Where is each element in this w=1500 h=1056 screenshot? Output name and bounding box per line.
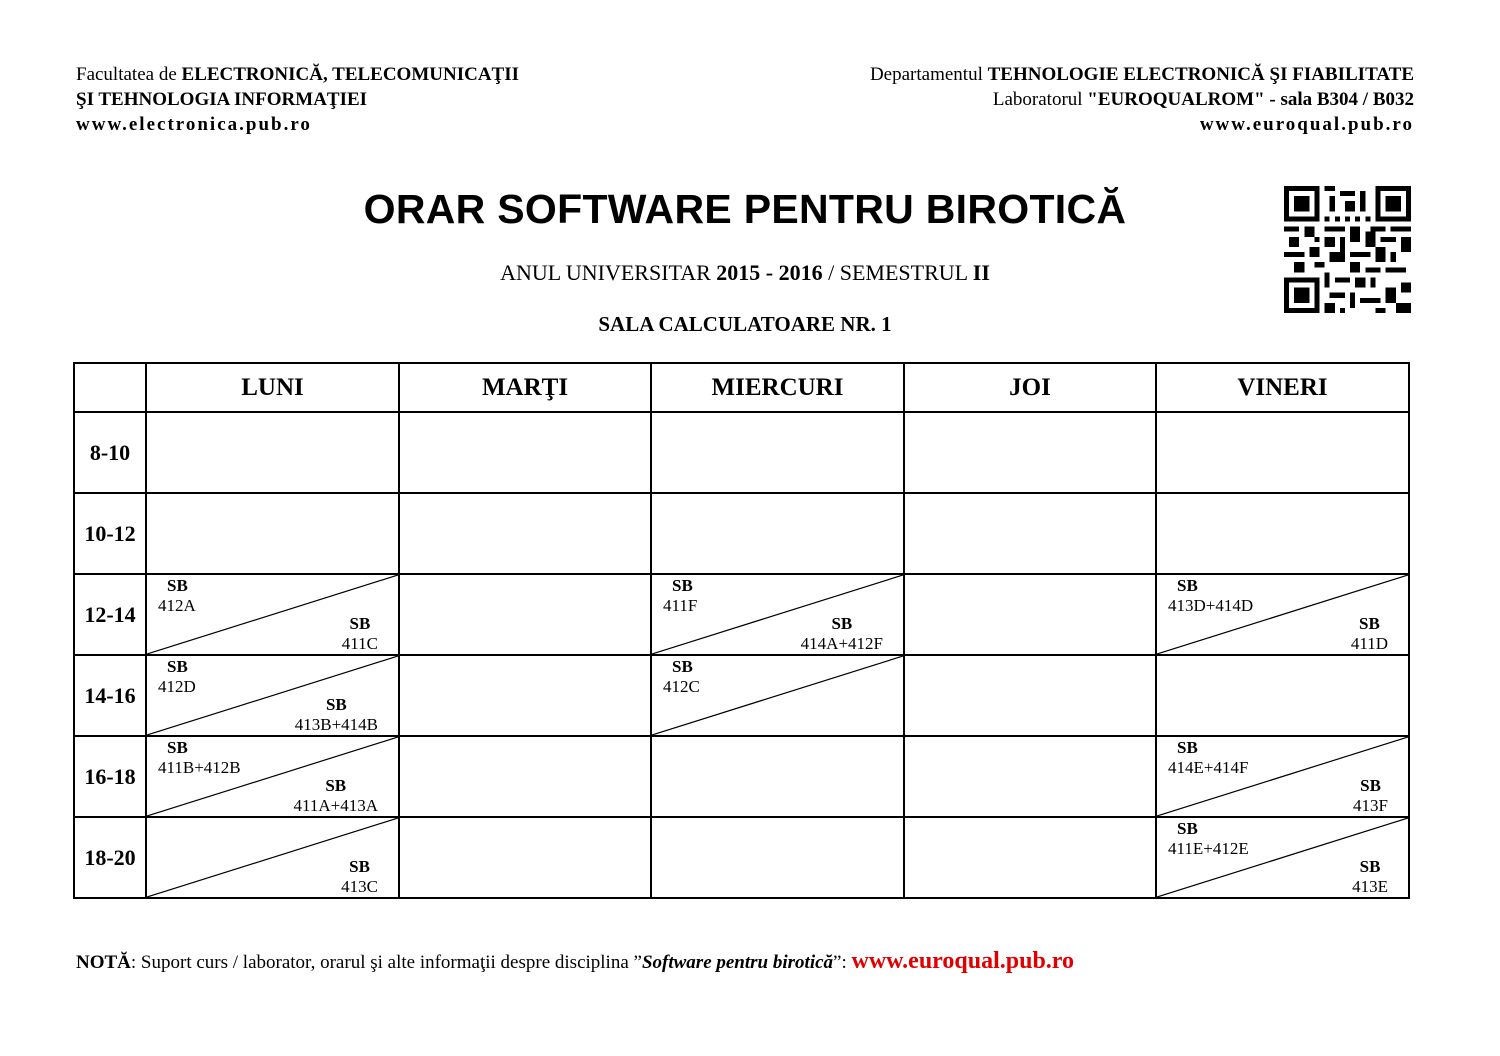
group-code: 411C xyxy=(341,634,378,653)
course-name: Software pentru birotică xyxy=(641,952,834,973)
time-slot-label: 12-14 xyxy=(74,574,146,655)
note-after: ”: xyxy=(833,952,852,973)
year-prefix: ANUL UNIVERSITAR xyxy=(500,260,717,285)
page-title: ORAR SOFTWARE PENTRU BIROTICĂ xyxy=(363,186,1127,232)
course-tag: SB xyxy=(1360,776,1381,795)
schedule-cell xyxy=(1156,574,1409,655)
note-text: : Suport curs / laborator, orarul şi alte informaţii despre disciplina ” xyxy=(130,952,642,973)
group-bottom xyxy=(293,776,378,816)
split-cell xyxy=(1157,737,1408,816)
group-bottom xyxy=(295,695,378,735)
group-code: 414A+412F xyxy=(800,634,883,653)
group-top xyxy=(158,738,241,778)
dept-prefix: Departamentul xyxy=(869,64,988,85)
group-code: 414E+414F xyxy=(1168,758,1249,777)
group-top xyxy=(663,657,700,697)
schedule-cell xyxy=(399,817,651,898)
faculty-name-2: ŞI TEHNOLOGIA INFORMAŢIEI xyxy=(76,89,368,110)
course-tag: SB xyxy=(325,695,347,714)
day-header: MIERCURI xyxy=(651,363,904,412)
group-bottom xyxy=(1351,614,1388,654)
group-bottom xyxy=(801,614,883,654)
day-header: MARŢI xyxy=(399,363,651,412)
group-code: 412A xyxy=(158,596,196,615)
group-code: 413E xyxy=(1352,877,1388,896)
schedule-cell xyxy=(399,736,651,817)
time-slot-row xyxy=(74,574,1409,655)
footer-note xyxy=(76,948,1074,975)
group-code: 411E+412E xyxy=(1168,839,1249,858)
academic-year xyxy=(0,260,1490,286)
schedule-cell xyxy=(904,574,1156,655)
time-slot-label: 18-20 xyxy=(74,817,146,898)
lab-name: "EUROQUALROM" - sala B304 / B032 xyxy=(1087,89,1414,110)
schedule-cell xyxy=(904,493,1156,574)
schedule-table xyxy=(73,362,1410,899)
schedule-cell xyxy=(146,655,399,736)
split-cell xyxy=(652,656,903,735)
group-code: 411B+412B xyxy=(158,758,241,777)
schedule-cell xyxy=(651,574,904,655)
course-tag: SB xyxy=(167,576,188,595)
schedule-cell xyxy=(904,655,1156,736)
group-code: 412C xyxy=(663,677,700,696)
group-code: 411F xyxy=(663,596,698,615)
split-cell xyxy=(1157,575,1408,654)
schedule-cell xyxy=(146,493,399,574)
course-tag: SB xyxy=(167,657,188,676)
split-cell xyxy=(147,656,398,735)
group-code: 411A+413A xyxy=(293,796,378,815)
split-cell xyxy=(147,818,398,897)
time-slot-row xyxy=(74,655,1409,736)
faculty-url[interactable]: www.electronica.pub.ro xyxy=(76,114,312,135)
course-tag: SB xyxy=(1359,614,1380,633)
schedule-cell xyxy=(399,412,651,493)
split-cell xyxy=(1157,818,1408,897)
schedule-cell xyxy=(399,655,651,736)
semester-prefix: / SEMESTRUL xyxy=(822,260,973,285)
course-tag: SB xyxy=(325,776,347,795)
group-top xyxy=(1168,576,1254,616)
course-tag: SB xyxy=(1177,738,1198,757)
course-tag: SB xyxy=(1177,819,1198,838)
course-tag: SB xyxy=(349,857,370,876)
schedule-cell xyxy=(1156,493,1409,574)
website-link[interactable]: www.euroqual.pub.ro xyxy=(851,948,1075,974)
schedule-cell xyxy=(399,574,651,655)
dept-url[interactable]: www.euroqual.pub.ro xyxy=(1199,114,1414,135)
day-header: LUNI xyxy=(146,363,399,412)
time-slot-label: 8-10 xyxy=(74,412,146,493)
years: 2015 - 2016 xyxy=(716,260,823,285)
schedule-cell xyxy=(904,817,1156,898)
qr-code-icon xyxy=(1284,186,1411,313)
schedule-cell xyxy=(651,493,904,574)
semester: II xyxy=(972,260,990,285)
time-slot-row xyxy=(74,493,1409,574)
group-top xyxy=(1168,738,1249,778)
schedule-cell xyxy=(1156,412,1409,493)
group-code: 413F xyxy=(1353,796,1388,815)
day-header: VINERI xyxy=(1156,363,1409,412)
lab-prefix: Laboratorul xyxy=(992,89,1088,110)
faculty-prefix: Facultatea de xyxy=(76,64,182,85)
course-tag: SB xyxy=(672,576,693,595)
split-cell xyxy=(147,575,398,654)
schedule-cell xyxy=(399,493,651,574)
faculty-header xyxy=(76,62,519,137)
group-top xyxy=(158,657,196,697)
department-header xyxy=(870,62,1414,137)
group-code: 413D+414D xyxy=(1168,596,1254,615)
time-slot-row xyxy=(74,817,1409,898)
schedule-cell xyxy=(904,736,1156,817)
schedule-cell xyxy=(651,736,904,817)
day-header: JOI xyxy=(904,363,1156,412)
schedule-cell xyxy=(1156,655,1409,736)
faculty-name-1: ELECTRONICĂ, TELECOMUNICAŢII xyxy=(181,64,520,85)
group-top xyxy=(158,576,196,616)
group-code: 411D xyxy=(1350,634,1388,653)
schedule-cell xyxy=(146,412,399,493)
time-slot-label: 10-12 xyxy=(74,493,146,574)
schedule-cell xyxy=(146,574,399,655)
course-tag: SB xyxy=(1177,576,1198,595)
group-bottom xyxy=(1353,776,1388,816)
group-bottom xyxy=(1352,857,1388,897)
schedule-cell xyxy=(651,412,904,493)
schedule-cell xyxy=(1156,817,1409,898)
split-cell xyxy=(652,575,903,654)
schedule-cell xyxy=(651,655,904,736)
course-tag: SB xyxy=(167,738,188,757)
schedule-cell xyxy=(146,817,399,898)
group-top xyxy=(663,576,698,616)
course-tag: SB xyxy=(349,614,371,633)
time-slot-row xyxy=(74,736,1409,817)
dept-name: TEHNOLOGIE ELECTRONICĂ ŞI FIABILITATE xyxy=(987,64,1414,85)
group-code: 413B+414B xyxy=(294,715,378,734)
course-tag: SB xyxy=(1359,857,1381,876)
course-tag: SB xyxy=(672,657,693,676)
course-tag: SB xyxy=(831,614,853,633)
time-slot-label: 16-18 xyxy=(74,736,146,817)
schedule-cell xyxy=(1156,736,1409,817)
group-code: 413C xyxy=(341,877,378,896)
corner-cell xyxy=(74,363,146,412)
schedule-cell xyxy=(904,412,1156,493)
group-bottom xyxy=(342,614,378,654)
time-slot-label: 14-16 xyxy=(74,655,146,736)
group-code: 412D xyxy=(158,677,196,696)
split-cell xyxy=(147,737,398,816)
room-name: SALA CALCULATOARE NR. 1 xyxy=(598,312,892,336)
note-label: NOTĂ xyxy=(76,952,131,973)
day-header-row xyxy=(74,363,1409,412)
time-slot-row xyxy=(74,412,1409,493)
schedule-cell xyxy=(651,817,904,898)
group-bottom xyxy=(341,857,378,897)
schedule-cell xyxy=(146,736,399,817)
group-top xyxy=(1168,819,1249,859)
